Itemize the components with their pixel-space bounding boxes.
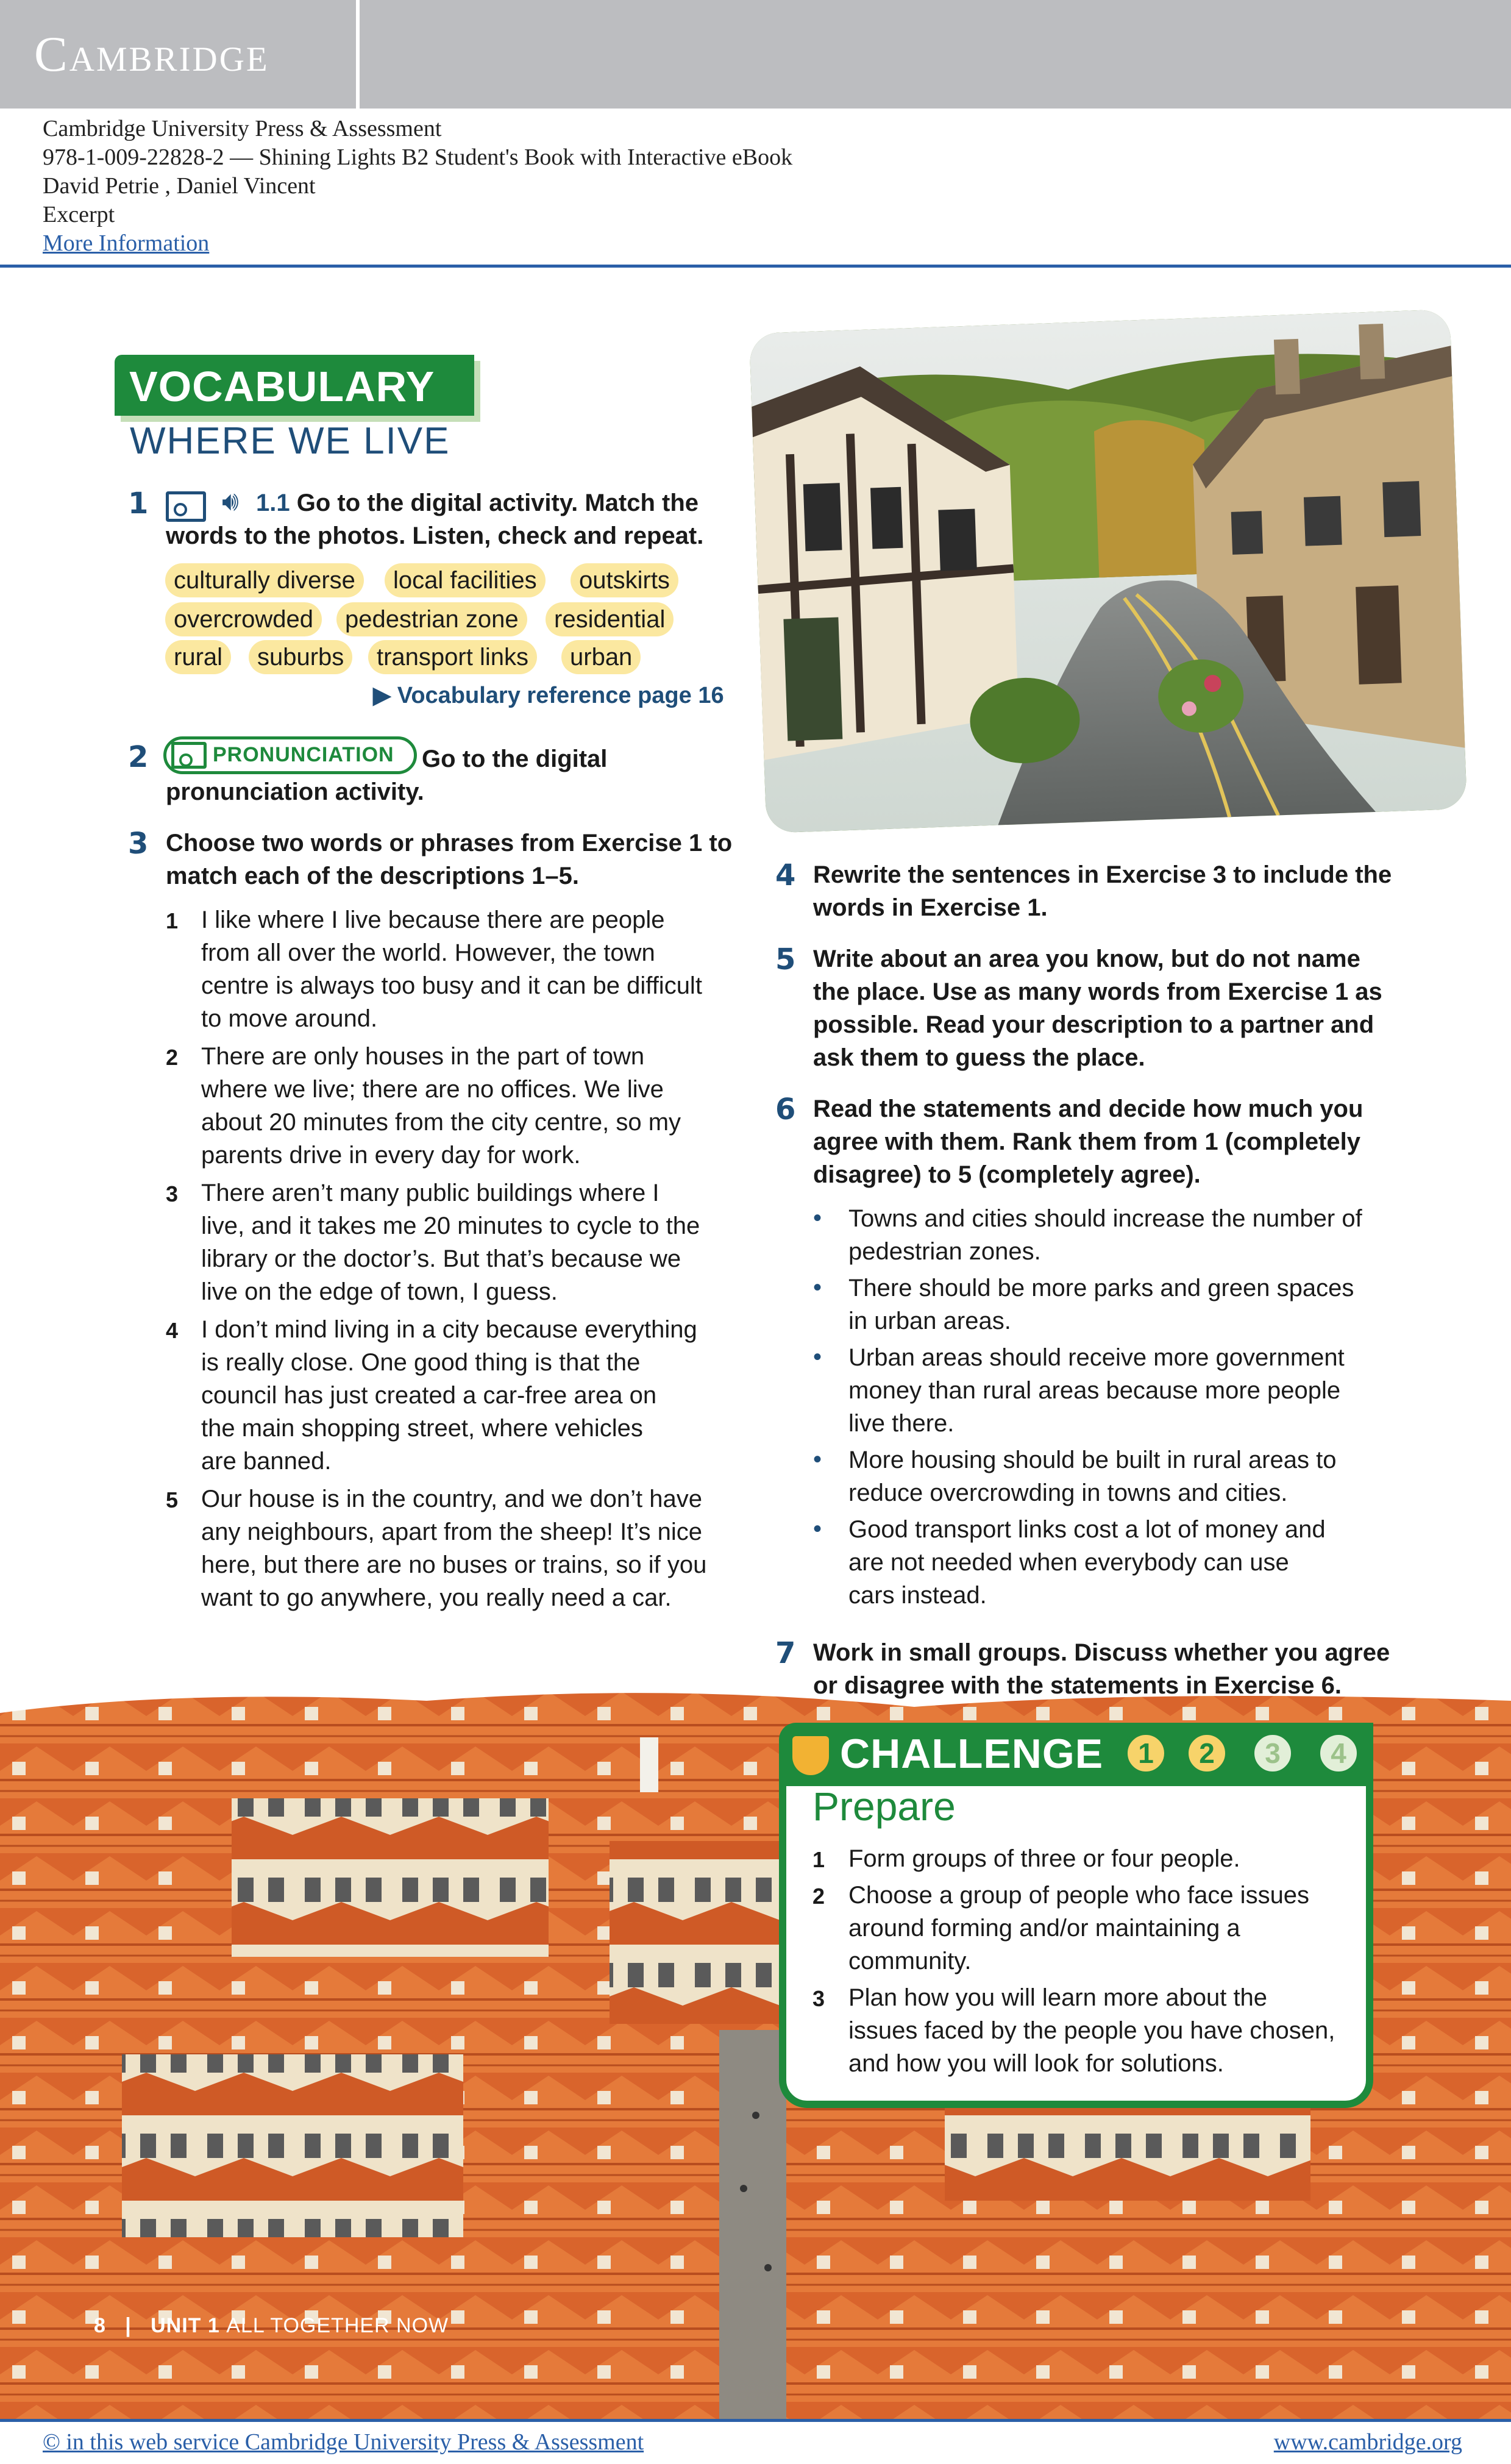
shield-icon (792, 1736, 829, 1775)
vocab-chip: pedestrian zone (336, 602, 527, 636)
description-number: 1 (166, 908, 179, 933)
exercise-2-instruction-line2: pronunciation activity. (166, 778, 424, 805)
exercise-1-instruction-line2: words to the photos. Listen, check and repeat. (166, 522, 704, 549)
bullet-icon: • (813, 1274, 822, 1301)
footer-separator: | (125, 2314, 132, 2337)
vocab-chip: outskirts (571, 563, 678, 597)
pronunciation-badge[interactable] (163, 736, 417, 774)
page-number: 8 (94, 2314, 106, 2337)
bullet-icon: • (813, 1344, 822, 1370)
bullet-icon: • (813, 1515, 822, 1542)
vocab-chip: suburbs (249, 640, 352, 674)
challenge-item-number: 3 (812, 1986, 825, 2011)
exercise-2-instruction-line1: Go to the digital (422, 746, 608, 772)
digital-device-icon[interactable] (166, 491, 206, 522)
exercise-3-number: 3 (128, 827, 149, 861)
vocab-chip: residential (546, 602, 674, 636)
exercise-2-number: 2 (128, 740, 149, 774)
exercise-6-instruction: Read the statements and decide how much you agree with them. Rank them from 1 (completely disagree) to 5 (completely agree). (813, 1095, 1363, 1188)
unit-number: UNIT 1 (151, 2314, 220, 2337)
book-metadata (43, 115, 792, 258)
logo-box (0, 0, 360, 109)
description-number: 4 (166, 1318, 179, 1343)
publisher-name: Cambridge University Press & Assessment (43, 116, 442, 141)
description-number: 3 (166, 1181, 179, 1206)
description-number: 2 (166, 1045, 179, 1070)
challenge-item-text: Choose a group of people who face issues around forming and/or maintaining a community. (848, 1882, 1310, 1974)
authors: David Petrie , Daniel Vincent (43, 173, 316, 199)
unit-title: ALL TOGETHER NOW (226, 2314, 449, 2337)
pronunciation-label: PRONUNCIATION (213, 743, 394, 766)
village-street-photo (749, 309, 1467, 833)
vocabulary-tag (115, 355, 474, 416)
challenge-item-number: 2 (812, 1884, 825, 1909)
vocabulary-label: VOCABULARY (129, 363, 435, 410)
statement-text: Urban areas should receive more government money than rural areas because more people live there. (848, 1344, 1345, 1437)
excerpt-label: Excerpt (43, 202, 115, 227)
exercise-5-instruction: Write about an area you know, but do not name the place. Use as many words from Exercise 1 as possible. Read your description to a partner and ask them to guess the place. (813, 945, 1382, 1071)
exercise-5-number: 5 (775, 942, 796, 977)
challenge-subtitle: Prepare (812, 1784, 956, 1829)
vocab-chip: transport links (368, 640, 537, 674)
vocabulary-reference-link[interactable]: ▶ Vocabulary reference page 16 (373, 683, 724, 708)
exercise-7-number: 7 (775, 1636, 796, 1670)
description-text: I like where I live because there are people from all over the world. However, the town centre is always too busy and it can be difficult to move around. (201, 906, 702, 1032)
description-text: I don’t mind living in a city because everything is really close. One good thing is that the council has just created a car-free area on the main shopping street, where vehicles are banned. (201, 1316, 697, 1475)
description-number: 5 (166, 1487, 179, 1512)
isbn-title: 978-1-009-22828-2 — Shining Lights B2 Student's Book with Interactive eBook (43, 144, 793, 170)
vocab-chip: culturally diverse (165, 563, 364, 597)
village-photo-illustration (749, 309, 1467, 833)
statement-text: Towns and cities should increase the number of pedestrian zones. (848, 1205, 1362, 1265)
website-link[interactable]: www.cambridge.org (1273, 2429, 1462, 2455)
challenge-step-4[interactable]: 4 (1315, 1730, 1362, 1776)
exercise-7-instruction: Work in small groups. Discuss whether you agree or disagree with the statements in Exercise 6. (813, 1639, 1390, 1699)
bullet-icon: • (813, 1446, 822, 1473)
publisher-banner (0, 0, 1511, 109)
challenge-item-text: Form groups of three or four people. (848, 1845, 1240, 1872)
cambridge-logo[interactable]: Cambridge (34, 26, 269, 82)
exercise-1-instruction-line1: 1.1 Go to the digital activity. Match the (256, 490, 699, 516)
description-text: There aren’t many public buildings where I live, and it takes me 20 minutes to cycle to the library or the doctor’s. But that’s because we live on the edge of town, I guess. (201, 1180, 700, 1305)
challenge-item-text: Plan how you will learn more about the issues faced by the people you have chosen, and how you will look for solutions. (848, 1984, 1335, 2077)
exercise-3-instruction-line2: match each of the descriptions 1–5. (166, 863, 579, 889)
exercise-6-number: 6 (775, 1092, 796, 1127)
exercise-1-number: 1 (128, 486, 149, 521)
footer-divider (0, 2419, 1511, 2422)
challenge-step-3[interactable]: 3 (1250, 1730, 1296, 1776)
page-footer (94, 2314, 449, 2338)
challenge-step-2[interactable]: 2 (1184, 1730, 1230, 1776)
digital-device-icon (171, 742, 207, 769)
header-divider (0, 265, 1511, 268)
copyright-link[interactable]: © in this web service Cambridge University Press & Assessment (43, 2429, 644, 2455)
exercise-3-instruction-line1: Choose two words or phrases from Exercise 1 to (166, 830, 733, 856)
bullet-icon: • (813, 1205, 822, 1231)
statement-text: There should be more parks and green spaces in urban areas. (848, 1275, 1354, 1334)
exercise-4-number: 4 (775, 858, 796, 892)
audio-speaker-icon[interactable]: 🔊︎ (222, 486, 239, 516)
audio-track-number[interactable]: 1.1 (256, 490, 290, 516)
description-text: Our house is in the country, and we don’t have any neighbours, apart from the sheep! It’s nice here, but there are no buses or trains, so if you want to go anywhere, you really need a car. (201, 1486, 707, 1611)
description-text: There are only houses in the part of town where we live; there are no offices. We live about 20 minutes from the city centre, so my parents drive in every day for work. (201, 1043, 681, 1169)
vocab-chip: rural (165, 640, 231, 674)
challenge-title: CHALLENGE (840, 1731, 1104, 1777)
statement-text: More housing should be built in rural areas to reduce overcrowding in towns and cities. (848, 1447, 1337, 1506)
play-arrow-icon: ▶ (373, 683, 391, 708)
vocab-chip: overcrowded (165, 602, 322, 636)
challenge-step-1[interactable]: 1 (1123, 1730, 1169, 1776)
section-title: WHERE WE LIVE (130, 420, 450, 462)
exercise-4-instruction: Rewrite the sentences in Exercise 3 to include the words in Exercise 1. (813, 861, 1392, 921)
more-information-link[interactable]: More Information (43, 230, 210, 256)
statement-text: Good transport links cost a lot of money and are not needed when everybody can use cars instead. (848, 1516, 1326, 1609)
challenge-item-number: 1 (812, 1847, 825, 1872)
vocab-chip: urban (561, 640, 641, 674)
vocab-chip: local facilities (385, 563, 546, 597)
